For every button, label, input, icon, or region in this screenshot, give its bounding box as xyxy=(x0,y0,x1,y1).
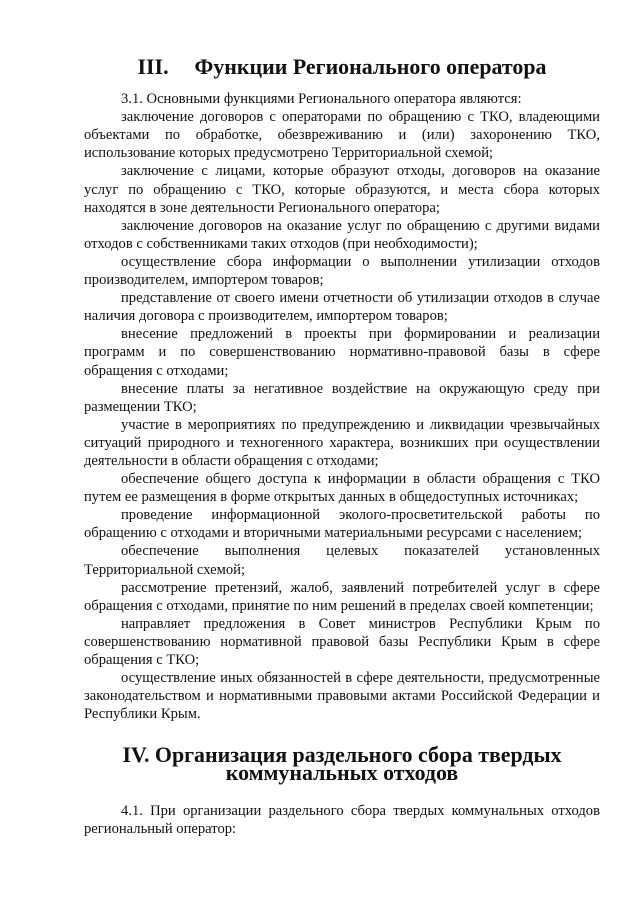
paragraph-3-1-intro: 3.1. Основными функциями Регионального оператора являются: xyxy=(121,91,522,108)
paragraph-function-claims: рассмотрение претензий, жалоб, заявлений потребителей услуг в сфере обращения с отходами, принятие по ним решений в пределах своей компетенции; xyxy=(84,579,600,614)
paragraph-function-reporting: представление от своего имени отчетности об утилизации отходов в случае наличия договора с производителем, импортером товаров; xyxy=(84,290,600,325)
paragraph-function-council-proposals: направляет предложения в Совет министров Республики Крым по совершенствованию нормативной правовой базы Республики Крым в сфере обращения с ТКО; xyxy=(84,615,600,668)
section-3-title: Функции Регионального оператора xyxy=(194,54,547,79)
paragraph-function-contracts-waste-producers: заключение с лицами, которые образуют отходы, договоров на оказание услуг по обращению с ТКО, которые образуются, и места сбора которых находятся в зоне деятельности Регионального оператора; xyxy=(84,163,600,216)
paragraph-function-payment: внесение платы за негативное воздействие на окружающую среду при размещении ТКО; xyxy=(84,380,600,415)
section-3-heading xyxy=(84,54,600,79)
section-3-number: III. xyxy=(137,54,169,79)
paragraph-function-outreach: проведение информационной эколого-просветительской работы по обращению с отходами и вторичными материальными ресурсами с населением; xyxy=(84,507,600,542)
paragraph-function-info-collection: осуществление сбора информации о выполнении утилизации отходов производителем, импортером товаров; xyxy=(84,253,600,289)
paragraph-function-contracts-operators: заключение договоров с операторами по обращению с ТКО, владеющими объектами по обработке, обезвреживанию и (или) захоронению ТКО, использование которых предусмотрено Территориальной схемой; xyxy=(84,109,600,162)
paragraph-function-contracts-other-waste: заключение договоров на оказание услуг по обращению с другими видами отходов с собственниками таких отходов (при необходимости); xyxy=(84,217,600,252)
document-page xyxy=(84,54,600,838)
paragraph-function-other-duties: осуществление иных обязанностей в сфере деятельности, предусмотренные законодательством и нормативными правовыми актами Российской Федерации и Республики Крым. xyxy=(84,670,600,723)
paragraph-function-targets: обеспечение выполнения целевых показателей установленных Территориальной схемой; xyxy=(84,543,600,578)
section-4-heading: IV. Организация раздельного сбора твердых коммунальных отходов xyxy=(122,742,562,786)
paragraph-4-1: 4.1. При организации раздельного сбора твердых коммунальных отходов региональный оператор: xyxy=(84,802,600,837)
paragraph-function-proposals: внесение предложений в проекты при формировании и реализации программ и по совершенствованию нормативно-правовой базы в сфере обращения с отходами; xyxy=(84,326,600,379)
paragraph-function-emergencies: участие в мероприятиях по предупреждению и ликвидации чрезвычайных ситуаций природного и техногенного характера, возникших при осуществлении деятельности в области обращения с отходами; xyxy=(84,416,600,469)
paragraph-function-public-access: обеспечение общего доступа к информации в области обращения с ТКО путем ее размещения в форме открытых данных в общедоступных источниках; xyxy=(84,471,600,506)
